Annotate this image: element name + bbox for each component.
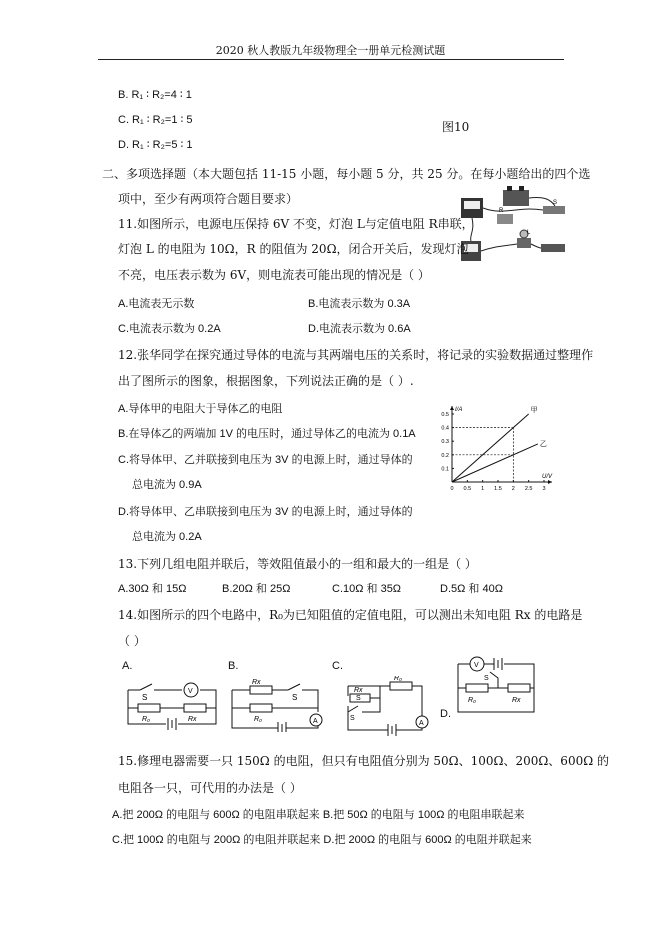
circuit-d-voltmeter-label: V xyxy=(474,662,479,669)
section-2-heading: 二、多项选择题（本大题包括 11-15 小题，每小题 5 分，共 25 分。在每小题给出的四个选 xyxy=(102,167,591,181)
q14-stem-line1: 14.如图所示的四个电路中，R₀为已知阻值的定值电阻，可以测出未知电阻 Rx 的电路是 xyxy=(118,608,583,622)
y-tick-label: 0.4 xyxy=(441,425,449,432)
q15-options-cd: C.把 100Ω 的电阻与 200Ω 的电阻并联起来 D.把 200Ω 的电阻与 600Ω 的电阻并联起来 xyxy=(112,834,532,846)
q14-label-b: B. xyxy=(228,660,239,672)
q12-option-d-line1: D.将导体甲、乙串联接到电压为 3V 的电源上时，通过导体的 xyxy=(118,506,413,518)
circuit-c-r0-label: R₀ xyxy=(394,676,403,682)
x-tick-label: 1.5 xyxy=(494,486,502,492)
x-axis-label: U/V xyxy=(542,474,553,480)
series-label-yi: 乙 xyxy=(539,440,547,448)
q12-option-d-line2: 总电流为 0.2A xyxy=(132,531,202,543)
circuit-c-ammeter-label: A xyxy=(419,720,424,727)
circuit-c xyxy=(336,676,432,736)
circuit-c-switch2-label: S xyxy=(350,715,355,722)
q14-label-c: C. xyxy=(332,660,343,672)
x-tick-label: 2.5 xyxy=(524,486,533,492)
circuit-a-switch-label: S xyxy=(142,693,148,702)
circuit-a-rx-label: Rx xyxy=(188,716,197,723)
circuit-b-r0-label: R₀ xyxy=(254,716,263,723)
figure-10-label: 图10 xyxy=(442,120,470,134)
q12-option-c-line1: C.将导体甲、乙并联接到电压为 3V 的电源上时，通过导体的 xyxy=(118,454,413,466)
prev-option-c: C. R₁ ∶ R₂=1 ∶ 5 xyxy=(118,114,193,126)
svg-text:L: L xyxy=(527,230,531,236)
q12-option-a: A.导体甲的电阻大于导体乙的电阻 xyxy=(118,403,283,415)
q11-stem-line2: 灯泡 L 的电阻为 10Ω，R 的阻值为 20Ω，闭合开关后，发现灯泡 xyxy=(118,242,469,256)
page-header: 2020 秋人教版九年级物理全一册单元检测试题 xyxy=(215,44,446,57)
q15-stem-line1: 15.修理电器需要一只 150Ω 的电阻，但只有电阻值分别为 50Ω、100Ω、200Ω、600Ω 的 xyxy=(118,754,609,768)
y-tick-label: 0.3 xyxy=(441,439,449,446)
q11-stem-line3: 不亮，电压表示数为 6V，则电流表可能出现的情况是（ ） xyxy=(118,268,430,282)
circuit-d-r0-label: R₀ xyxy=(468,697,477,704)
circuit-b-switch-label: S xyxy=(292,693,298,702)
circuit-d-switch-label: S xyxy=(484,675,489,682)
q15-stem-line2: 电阻各一只，可代用的办法是（ ） xyxy=(118,781,302,795)
header-rule xyxy=(98,59,564,60)
y-tick-label: 0.5 xyxy=(441,412,449,418)
q14-label-d: D. xyxy=(440,708,451,720)
series-line-yi xyxy=(452,444,538,482)
circuit-b-rx-label: Rx xyxy=(252,679,261,686)
q11-stem-line1: 11.如图所示，电源电压保持 6V 不变，灯泡 L与定值电阻 R串联， xyxy=(118,217,474,231)
x-tick-label: 0.5 xyxy=(463,486,472,492)
q13-option-d: D.5Ω 和 40Ω xyxy=(440,583,503,595)
q11-option-b: B.电流表示数为 0.3A xyxy=(308,298,411,310)
y-axis-arrow xyxy=(450,406,454,410)
q11-option-d: D.电流表示数为 0.6A xyxy=(308,323,411,335)
q12-iv-chart xyxy=(432,404,558,494)
q11-option-a: A.电流表无示数 xyxy=(118,298,195,310)
svg-text:S: S xyxy=(553,200,558,206)
series-label-jia: 甲 xyxy=(530,407,538,414)
prev-option-b: B. R₁ ∶ R₂=4 ∶ 1 xyxy=(118,89,192,101)
prev-option-d: D. R₁ ∶ R₂=5 ∶ 1 xyxy=(118,139,193,151)
q15-options-ab: A.把 200Ω 的电阻与 600Ω 的电阻串联起来 B.把 50Ω 的电阻与 100Ω 的电阻串联起来 xyxy=(112,809,525,821)
circuit-c-switch1-label: S xyxy=(356,695,361,702)
circuit-a-voltmeter-label: V xyxy=(188,688,193,695)
x-tick-label: 0 xyxy=(450,486,454,492)
q12-option-c-line2: 总电流为 0.9A xyxy=(132,479,202,491)
q13-stem: 13.下列几组电阻并联后，等效阻值最小的一组和最大的一组是（ ） xyxy=(118,557,477,571)
q14-label-a: A. xyxy=(122,660,133,672)
circuit-a xyxy=(124,676,220,730)
q14-stem-line2: （ ） xyxy=(118,634,146,648)
y-tick-label: 0.1 xyxy=(441,466,449,473)
x-tick-label: 3 xyxy=(542,486,546,492)
q11-option-c: C.电流表示数为 0.2A xyxy=(118,323,221,335)
circuit-b-ammeter-label: A xyxy=(313,718,318,725)
q12-option-b: B.在导体乙的两端加 1V 的电压时，通过导体乙的电流为 0.1A xyxy=(118,428,416,440)
circuit-d-rx-label: Rx xyxy=(512,697,521,704)
q13-option-c: C.10Ω 和 35Ω xyxy=(332,583,402,595)
circuit-c-rx-label: Rx xyxy=(354,687,363,694)
section-2-heading-cont: 项中，至少有两项符合题目要求） xyxy=(118,192,299,206)
q12-stem-line2: 出了图所示的图象，根据图象，下列说法正确的是（ ）. xyxy=(118,374,414,388)
series-line-jia xyxy=(452,414,529,482)
y-axis-label: I/A xyxy=(455,407,463,413)
x-tick-label: 1 xyxy=(481,486,485,492)
q13-option-b: B.20Ω 和 25Ω xyxy=(222,583,291,595)
circuit-d xyxy=(454,654,538,718)
y-tick-label: 0.2 xyxy=(441,452,449,459)
q12-stem-line1: 12.张华同学在探究通过导体的电流与其两端电压的关系时，将记录的实验数据通过整理作 xyxy=(118,348,594,362)
q13-option-a: A.30Ω 和 15Ω xyxy=(118,583,187,595)
circuit-a-r0-label: R₀ xyxy=(142,716,151,723)
circuit-b xyxy=(228,676,324,732)
svg-text:R: R xyxy=(499,208,504,214)
x-tick-label: 2 xyxy=(511,486,515,492)
x-axis-arrow xyxy=(548,480,552,484)
